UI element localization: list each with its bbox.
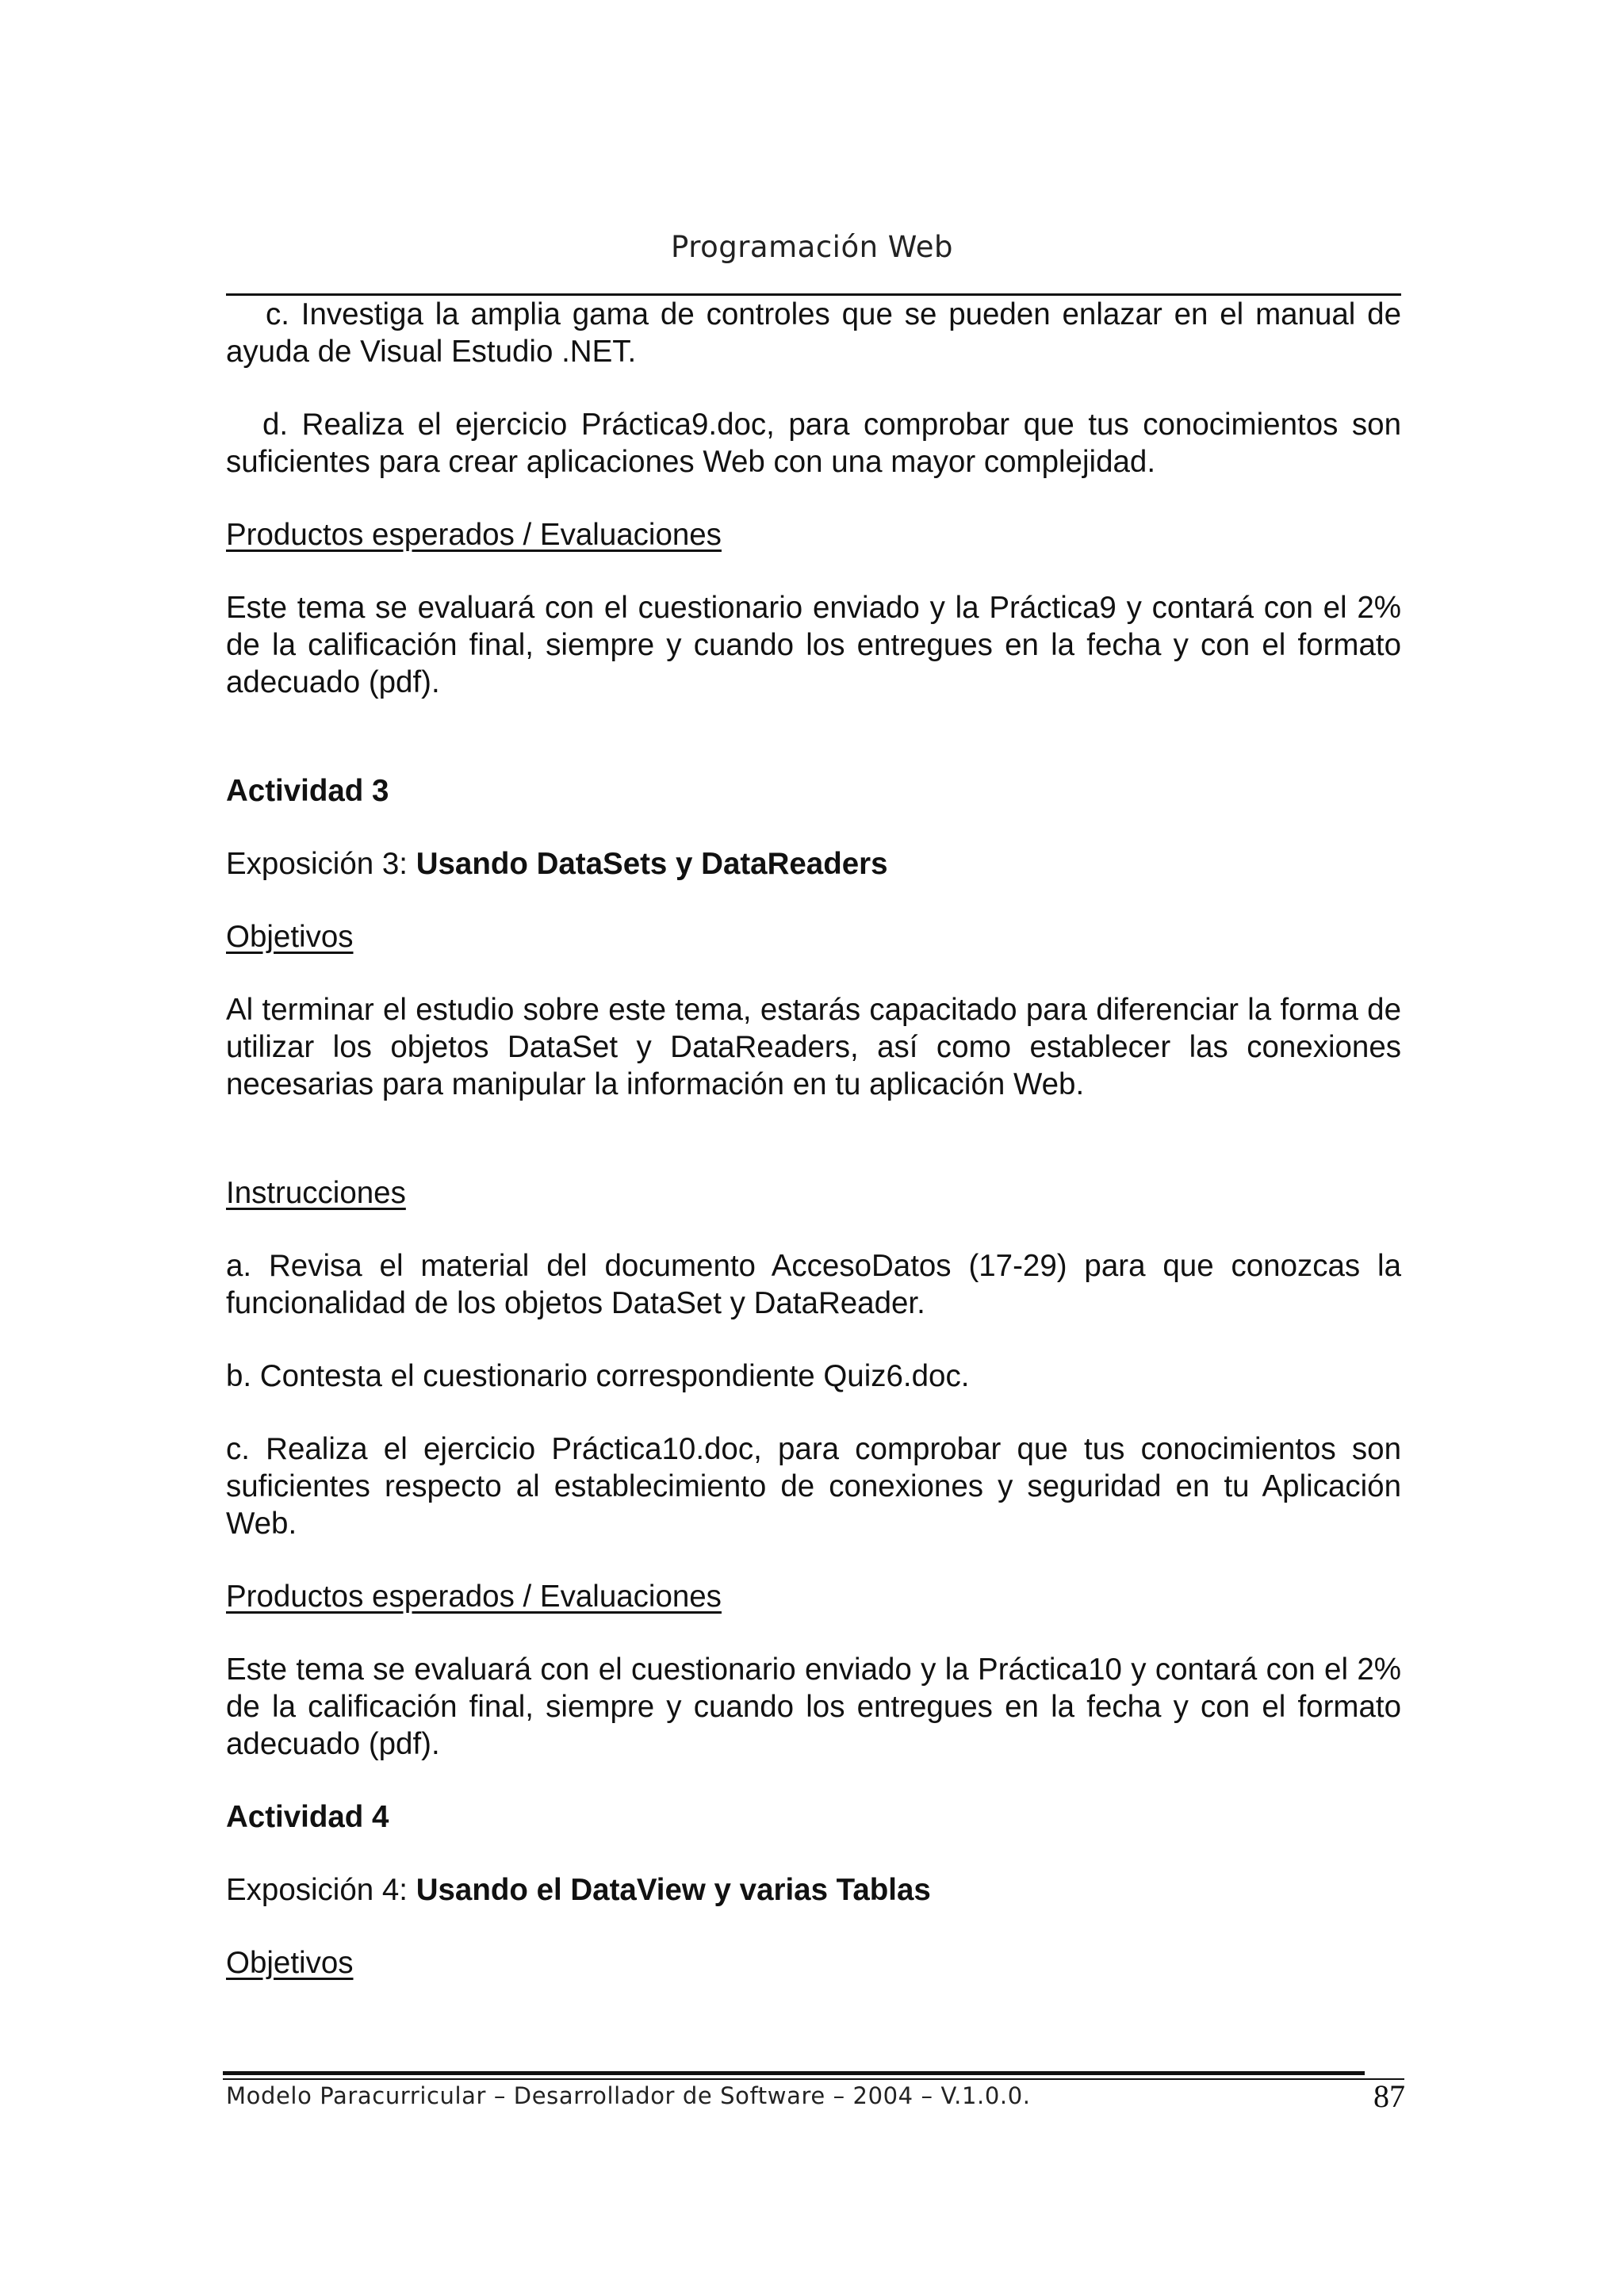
exposicion-3-title: Usando DataSets y DataReaders [416, 847, 888, 881]
exposicion-4-prefix: Exposición 4: [226, 1873, 416, 1907]
footer-text: Modelo Paracurricular – Desarrollador de Software – 2004 – V.1.0.0. [226, 2082, 1031, 2109]
footer-divider-thick [223, 2071, 1365, 2075]
instruccion-b: b. Contesta el cuestionario correspondiente Quiz6.doc. [226, 1359, 970, 1393]
actividad-3-heading: Actividad 3 [226, 774, 389, 808]
exposicion-3-prefix: Exposición 3: [226, 847, 416, 881]
page-content [226, 296, 1401, 1982]
evaluacion-paragraph-2: Este tema se evaluará con el cuestionario enviado y la Práctica10 y contará con el 2% de la calificación final, siempre y cuando los entregues en la fecha y con el formato adecuado (pdf). [226, 1653, 1401, 1761]
instruccion-a: a. Revisa el material del documento AccesoDatos (17-29) para que conozcas la funcionalidad de los objetos DataSet y DataReader. [226, 1249, 1401, 1320]
page-number: 87 [1373, 2078, 1405, 2114]
page-header-title: Programación Web [671, 230, 953, 264]
exposicion-3-line [226, 845, 1401, 883]
productos-heading-1: Productos esperados / Evaluaciones [226, 518, 722, 552]
evaluacion-paragraph-1: Este tema se evaluará con el cuestionario enviado y la Práctica9 y contará con el 2% de la calificación final, siempre y cuando los entregues en la fecha y con el formato adecuado (pdf). [226, 591, 1401, 699]
objetivos-heading-4: Objetivos [226, 1946, 354, 1980]
exposicion-4-line [226, 1871, 1401, 1909]
footer-divider-thin [223, 2078, 1404, 2080]
item-d-paragraph: d. Realiza el ejercicio Práctica9.doc, para comprobar que tus conocimientos son suficientes para crear aplicaciones Web con una mayor complejidad. [226, 408, 1401, 479]
exposicion-4-title: Usando el DataView y varias Tablas [416, 1873, 931, 1907]
objetivos-paragraph-3: Al terminar el estudio sobre este tema, estarás capacitado para diferenciar la forma de utilizar los objetos DataSet y DataReaders, así como establecer las conexiones necesarias para manipular la información en tu aplicación Web. [226, 993, 1401, 1101]
instruccion-c: c. Realiza el ejercicio Práctica10.doc, para comprobar que tus conocimientos son suficientes respecto al establecimiento de conexiones y seguridad en tu Aplicación Web. [226, 1432, 1401, 1541]
instrucciones-heading: Instrucciones [226, 1176, 406, 1210]
actividad-4-heading: Actividad 4 [226, 1800, 389, 1834]
objetivos-heading-3: Objetivos [226, 920, 354, 954]
item-c-paragraph: c. Investiga la amplia gama de controles que se pueden enlazar en el manual de ayuda de Visual Estudio .NET. [226, 297, 1401, 369]
productos-heading-2: Productos esperados / Evaluaciones [226, 1580, 722, 1614]
